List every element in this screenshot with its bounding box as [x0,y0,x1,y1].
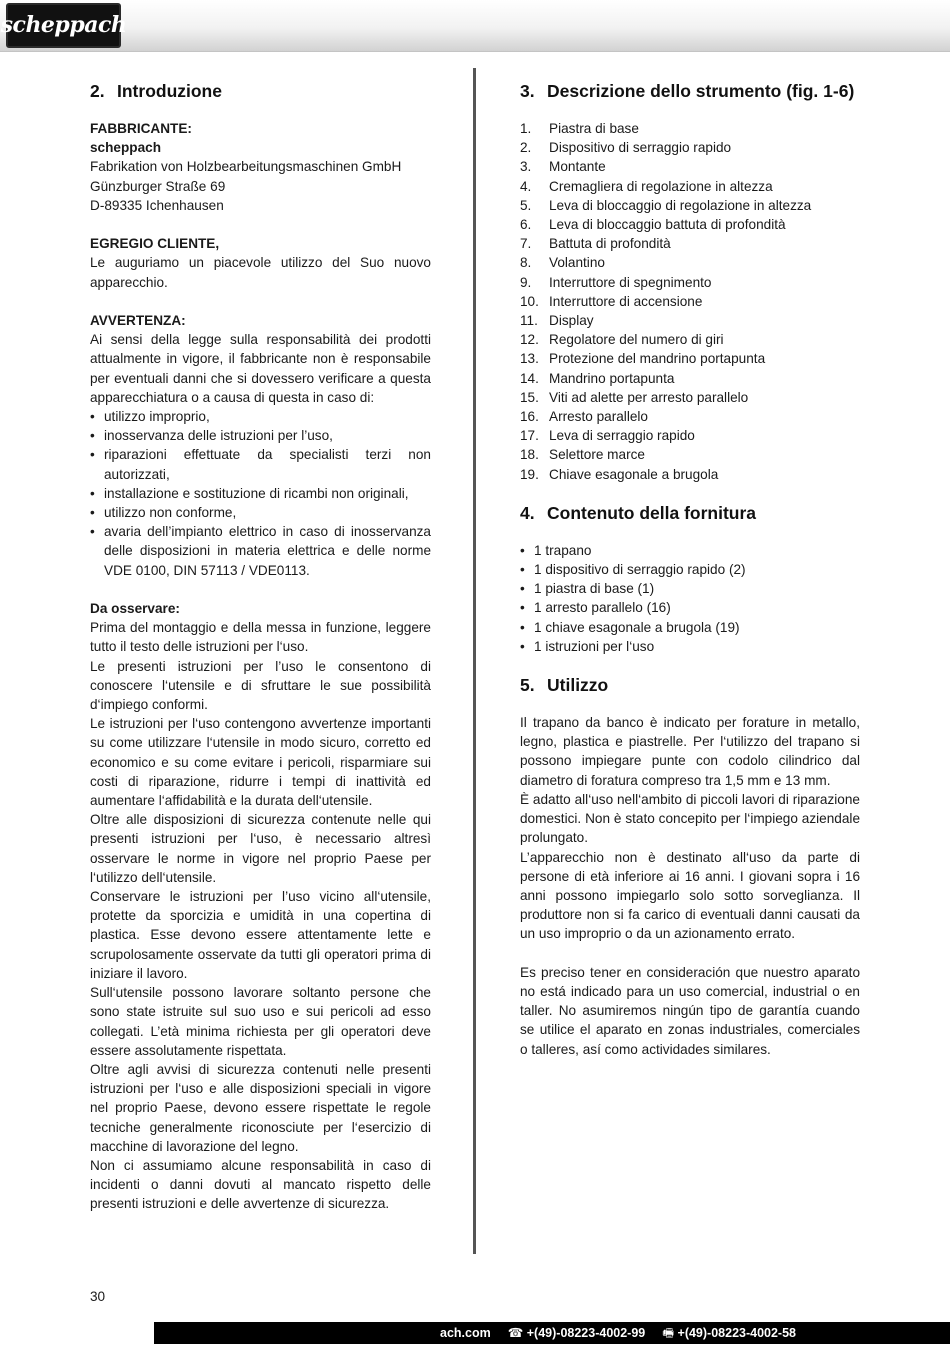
manufacturer-name: scheppach [90,140,162,156]
usage-paragraph-spanish: Es preciso tener en consideración que nuestro aparato no está indicado para un uso comercial, industrial o en taller. No asumiremos ningún tipo de garantía cuando se utilice el aparato en zonas industriales, comerciales o talleres, así como actividades similares. [520,964,860,1057]
list-item: • inosservanza delle istruzioni per l’uso, [90,426,431,445]
observe-label: Da osservare: [90,601,180,617]
warning-label: AVVERTENZA: [90,313,186,328]
section-heading-contents: 4. Contenuto della fornitura [520,502,757,523]
observe-paragraph: Le istruzioni per l‘uso contengono avvertenze importanti su come utilizzare l‘utensile in modo sicuro, corretto ed economico e su come evitare i pericoli, risparmiare sui costi di riparazione, ridurre i tempi di inattività ed aumentare l‘affidabilità e la durata dell‘utensile. [90,716,431,809]
observe-paragraph: Oltre alle disposizioni di sicurezza contenute nelle qui presenti istruzioni per l‘uso, è necessario altresì osservare le norme in vigore nel proprio Paese per l‘utilizzo dell‘utensile. [90,812,431,885]
manufacturer-label: FABBRICANTE: [90,121,192,136]
column-divider [473,68,476,1254]
page-header [0,0,950,52]
list-item: • 1 dispositivo di serraggio rapido (2) [520,560,860,579]
footer-bar [0,1322,950,1344]
observe-paragraph: Non ci assumiamo alcune responsabilità in caso di incidenti o danni dovuti al mancato rispetto delle presenti istruzioni e delle avvertenze di sicurezza. [90,1157,431,1212]
list-item: • 1 trapano [520,541,860,560]
list-item: • utilizzo non conforme, [90,503,431,522]
list-item: • 1 chiave esagonale a brugola (19) [520,618,860,637]
list-item: • 1 piastra di base (1) [520,579,860,598]
list-item: 9. Interruttore di spegnimento [520,274,712,290]
list-item: 13. Protezione del mandrino portapunta [520,351,766,367]
list-item: 14. Mandrino portapunta [520,370,675,386]
page-number: 30 [90,1289,106,1304]
footer-contact [440,1325,796,1341]
right-column [520,80,860,1059]
warning-text: Ai sensi della legge sulla responsabilità dei prodotti attualmente in vigore, il fabbricante non è responsabile per eventuali danni che si dovessero verificare a questa apparecchiatura o a causa di questa in caso di: [90,332,431,405]
left-column [90,80,431,1214]
list-item: 5. Leva di bloccaggio di regolazione in altezza [520,197,812,213]
section-heading-description: 3. Descrizione dello strumento (fig. 1-6) [520,81,855,101]
list-item: • installazione e sostituzione di ricambi non originali, [90,484,431,503]
section-heading-usage: 5. Utilizzo [520,675,609,696]
scheppach-logo [0,3,127,48]
list-item: • 1 arresto parallelo (16) [520,598,860,617]
list-item: 18. Selettore marce [520,447,645,463]
observe-paragraph: Sull‘utensile possono lavorare soltanto persone che sono state istruite sul suo uso e sui pericoli ad esso collegati. L’età minima richiesta per gli operatori deve essere assolutamente rispettata. [90,985,431,1058]
list-item: 16. Arresto parallelo [520,409,648,425]
footer-fax: +(49)-08223-4002-58 [677,1326,797,1340]
list-item: 17. Leva di serraggio rapido [520,428,695,444]
section-heading-introduction: 2. Introduzione [90,81,222,101]
list-item: 4. Cremagliera di regolazione in altezza [520,178,773,194]
list-item: 15. Viti ad alette per arresto parallelo [520,389,749,405]
parts-list [520,119,860,484]
phone-icon: ☎ [507,1326,524,1340]
list-item: • 1 istruzioni per l‘uso [520,637,860,656]
list-item: • utilizzo improprio, [90,407,431,426]
observe-paragraph: Prima del montaggio e della messa in funzione, leggere tutto il testo delle istruzioni per l‘uso. [90,620,431,655]
observe-paragraph: Oltre agli avvisi di sicurezza contenuti nelle presenti istruzioni per l‘uso e alle disposizioni speciali in vigore nel proprio Paese, devono essere rispettate le regole tecniche generalmente riconosciute per l‘esercizio di macchine di lavorazione del legno. [90,1061,431,1154]
list-item: 1. Piastra di base [520,121,639,136]
list-item: 2. Dispositivo di serraggio rapido [520,140,732,156]
list-item: 8. Volantino [520,255,605,271]
list-item: 6. Leva di bloccaggio battuta di profondità [520,217,786,233]
list-item: 19. Chiave esagonale a brugola [520,466,719,482]
manufacturer-line: D-89335 Ichenhausen [90,197,224,213]
contents-list [520,541,860,656]
observe-paragraph: Le presenti istruzioni per l’uso le consentono di conoscere l‘utensile e di sfruttare le sue possibilità d‘impiego conformi. [90,658,431,713]
list-item: 12. Regolatore del numero di giri [520,332,724,348]
usage-paragraph: È adatto all‘uso nell‘ambito di piccoli lavori di riparazione domestici. Non è stato concepito per l‘impiego aziendale prolungato. [520,791,860,846]
list-item: • avaria dell’impianto elettrico in caso di inosservanza delle disposizioni in materia elettrica e delle norme VDE 0100, DIN 57113 / VDE0113. [90,522,431,580]
customer-text: Le auguriamo un piacevole utilizzo del Suo nuovo apparecchio. [90,255,431,290]
usage-paragraph: L’apparecchio non è destinato all‘uso da parte di persone di età inferiore ai 16 anni. I giovani sopra i 16 anni possono impiegarlo solo sotto sorveglianza. Il produttore non si fa carico di eventuali danni causati da un uso improprio o da un azionamento errato. [520,849,860,942]
manufacturer-line: Fabrikation von Holzbearbeitungsmaschinen GmbH [90,159,402,175]
warning-list [90,407,431,580]
fax-icon: 🖷 [662,1326,675,1340]
observe-paragraph: Conservare le istruzioni per l’uso vicino all‘utensile, protette da sporcizia e umidità in una copertina di plastica. Esse devono essere attentamente lette e scrupolosamente osservate da tutti gli operatori prima di iniziare il lavoro. [90,889,431,981]
list-item: 10. Interruttore di accensione [520,293,703,309]
list-item: • riparazioni effettuate da specialisti terzi non autorizzati, [90,445,431,483]
footer-website[interactable]: ach.com [440,1326,491,1340]
list-item: 7. Battuta di profondità [520,236,671,252]
list-item: 3. Montante [520,159,606,175]
list-item: 11. Display [520,313,594,329]
manufacturer-line: Günzburger Straße 69 [90,178,226,194]
usage-paragraph: Il trapano da banco è indicato per forature in metallo, legno, plastica e piastrelle. Per l‘utilizzo del trapano si possono impiegare punte con codolo cilindrico dal diametro di foratura compreso tra 1,5 mm e 13 mm. [520,715,860,788]
customer-label: EGREGIO CLIENTE, [90,236,220,252]
logo-text: scheppach [0,11,127,38]
footer-phone: +(49)-08223-4002-99 [526,1326,646,1340]
